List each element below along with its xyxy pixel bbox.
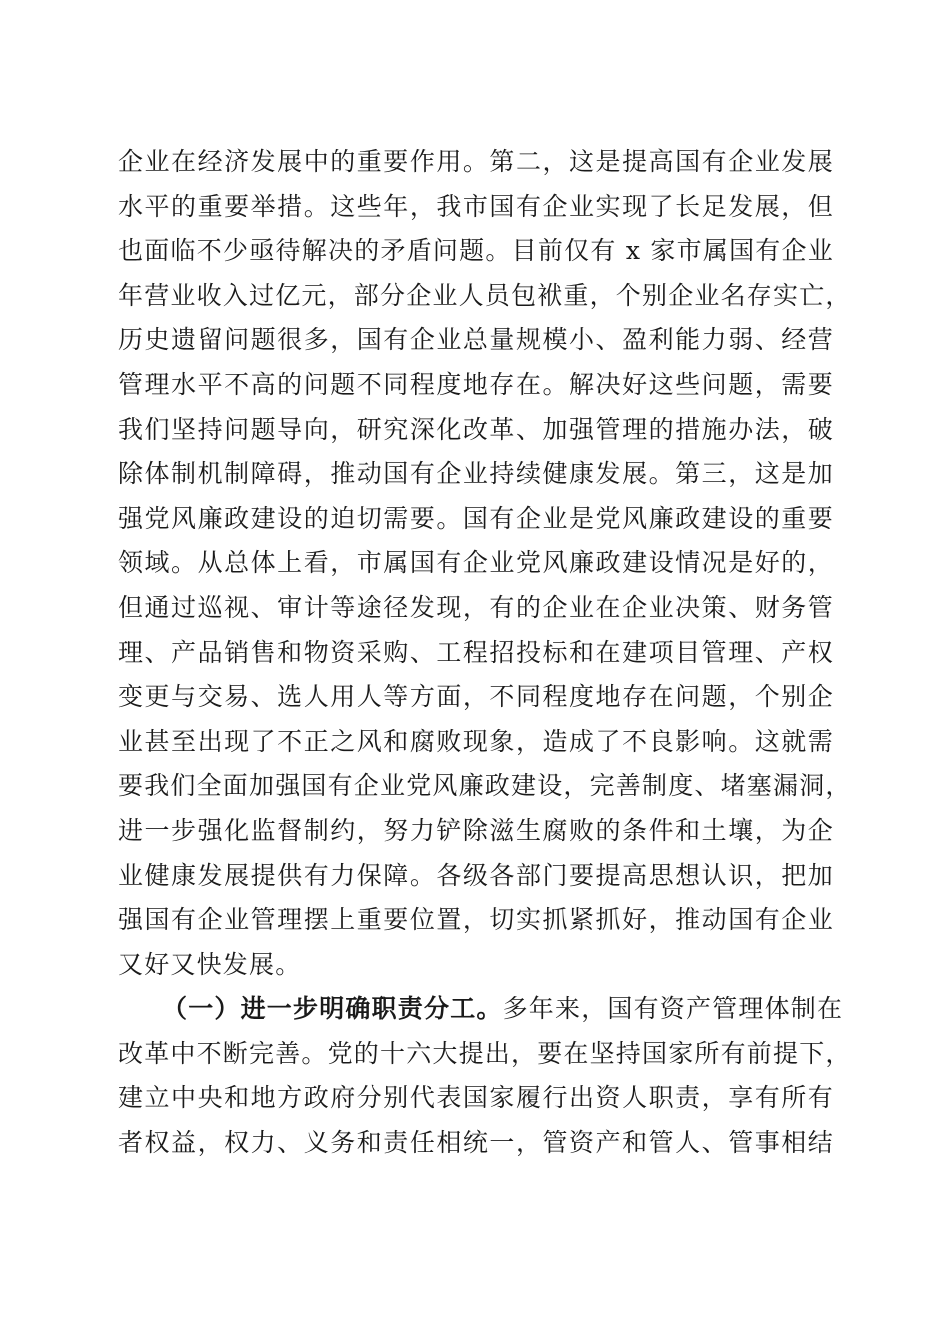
text-line: 业健康发展提供有力保障。各级各部门要提高思想认识，把加 <box>118 860 834 890</box>
text-line: 但通过巡视、审计等途径发现，有的企业在企业决策、财务管 <box>118 592 834 622</box>
text-line: 管理水平不高的问题不同程度地存在。解决好这些问题，需要 <box>118 369 834 399</box>
text-line: 又好又快发展。 <box>118 949 302 979</box>
text-line: 进一步强化监督制约，努力铲除滋生腐败的条件和土壤，为企 <box>118 815 834 845</box>
text-line: 年营业收入过亿元，部分企业人员包袱重，个别企业名存实亡， <box>118 280 852 310</box>
text-line: 水平的重要举措。这些年，我市国有企业实现了长足发展，但 <box>118 191 834 221</box>
text-line: 要我们全面加强国有企业党风廉政建设，完善制度、堵塞漏洞， <box>118 771 852 801</box>
text-line: 除体制机制障碍，推动国有企业持续健康发展。第三，这是加 <box>118 459 834 489</box>
text-line: 强国有企业管理摆上重要位置，切实抓紧抓好，推动国有企业 <box>118 905 834 935</box>
text-line: 我们坚持问题导向，研究深化改革、加强管理的措施办法，破 <box>118 414 834 444</box>
text-line: 领域。从总体上看，市属国有企业党风廉政建设情况是好的， <box>118 548 834 578</box>
text-line: 者权益，权力、义务和责任相统一，管资产和管人、管事相结 <box>118 1128 834 1158</box>
paragraph <box>118 140 852 987</box>
paragraph <box>118 987 852 1165</box>
section-heading: （一）进一步明确职责分工。 <box>162 994 503 1024</box>
text-line: 企业在经济发展中的重要作用。第二，这是提高国有企业发展 <box>118 147 834 176</box>
text-line: 变更与交易、选人用人等方面，不同程度地存在问题，个别企 <box>118 682 834 712</box>
text-line: 建立中央和地方政府分别代表国家履行出资人职责，享有所有 <box>118 1083 834 1113</box>
body-text <box>118 140 852 1166</box>
text-run: 多年来，国有资产管理体制在 <box>502 994 844 1024</box>
text-line: 改革中不断完善。党的十六大提出，要在坚持国家所有前提下， <box>118 1038 852 1068</box>
text-line: 历史遗留问题很多，国有企业总量规模小、盈利能力弱、经营 <box>118 325 834 355</box>
text-line: 业甚至出现了不正之风和腐败现象，造成了不良影响。这就需 <box>118 726 834 756</box>
text-line: 也面临不少亟待解决的矛盾问题。目前仅有 x 家市属国有企业 <box>118 236 834 266</box>
text-line: 理、产品销售和物资采购、工程招投标和在建项目管理、产权 <box>118 637 834 667</box>
text-line: 强党风廉政建设的迫切需要。国有企业是党风廉政建设的重要 <box>118 503 834 533</box>
text-line <box>118 987 844 1032</box>
